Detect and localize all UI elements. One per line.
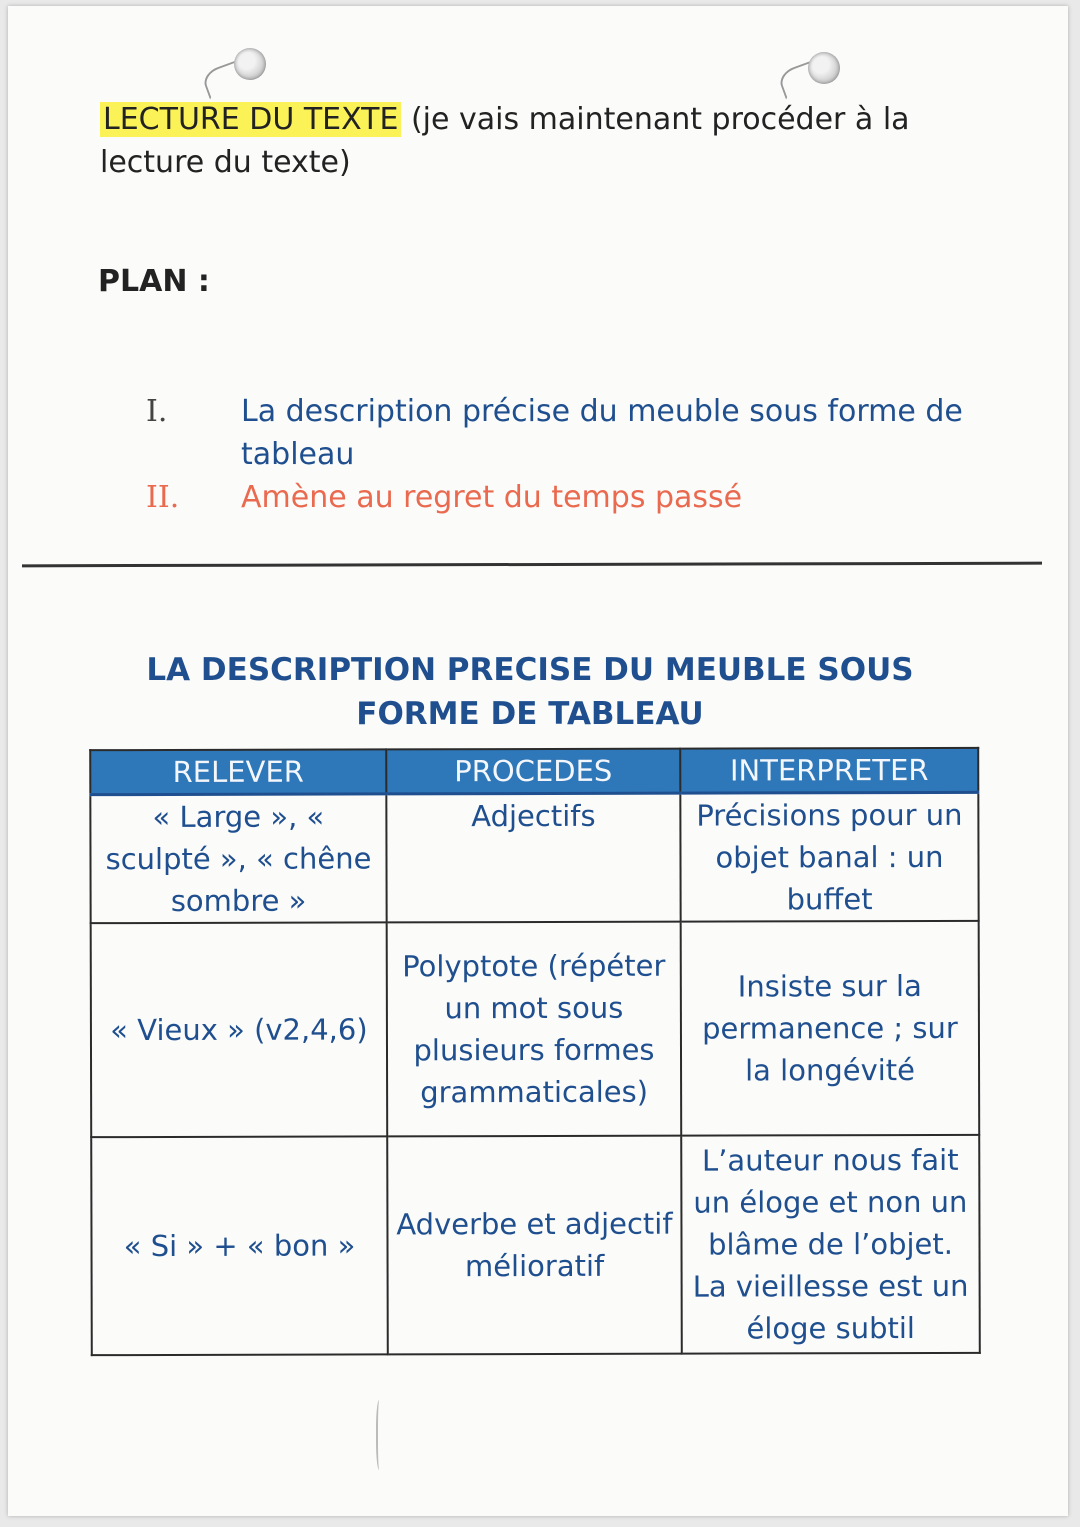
cell-interpreter: L’auteur nous fait un éloge et non un blâme de l’objet. La vieillesse est un éloge subtil — [681, 1135, 980, 1354]
pen-mark — [376, 1400, 384, 1470]
punch-hole-left — [234, 48, 266, 80]
plan-item — [146, 390, 966, 476]
cell-interpreter: Insiste sur la permanence ; sur la longévité — [681, 921, 980, 1136]
header-relever: RELEVER — [90, 749, 386, 794]
cell-relever: « Large », « sculpté », « chêne sombre » — [90, 794, 386, 923]
section-title: LA DESCRIPTION PRECISE DU MEUBLE SOUS FORME DE TABLEAU — [146, 652, 914, 732]
plan-item — [146, 476, 966, 519]
header-procedes: PROCEDES — [386, 749, 680, 794]
cell-relever: « Si » + « bon » — [91, 1136, 388, 1355]
intro-rest: (je vais maintenant procéder à la lecture du texte) — [100, 102, 910, 180]
plan-label: PLAN : — [98, 264, 210, 299]
plan-item-number: I. — [146, 394, 168, 429]
plan-item-text: La description précise du meuble sous forme de tableau — [241, 394, 963, 472]
table-header-row — [90, 748, 978, 795]
cell-procedes: Polyptote (répéter un mot sous plusieurs formes grammaticales) — [387, 922, 682, 1137]
plan-item-text: Amène au regret du temps passé — [241, 480, 743, 515]
punch-hole-right — [808, 52, 840, 84]
plan-item-number: II. — [146, 480, 180, 515]
analysis-table — [89, 747, 981, 1356]
intro-highlight: LECTURE DU TEXTE — [100, 102, 401, 137]
cell-relever: « Vieux » (v2,4,6) — [91, 922, 388, 1137]
intro-text — [100, 98, 960, 184]
table-row — [91, 921, 980, 1137]
table-row — [91, 1135, 980, 1355]
header-interpreter: INTERPRETER — [680, 748, 978, 793]
cell-interpreter: Précisions pour un objet banal : un buffet — [680, 792, 978, 921]
table-row — [90, 792, 978, 923]
cell-procedes: Adverbe et adjectif mélioratif — [387, 1136, 682, 1355]
cell-procedes: Adjectifs — [386, 793, 680, 922]
plan-list — [146, 390, 966, 519]
